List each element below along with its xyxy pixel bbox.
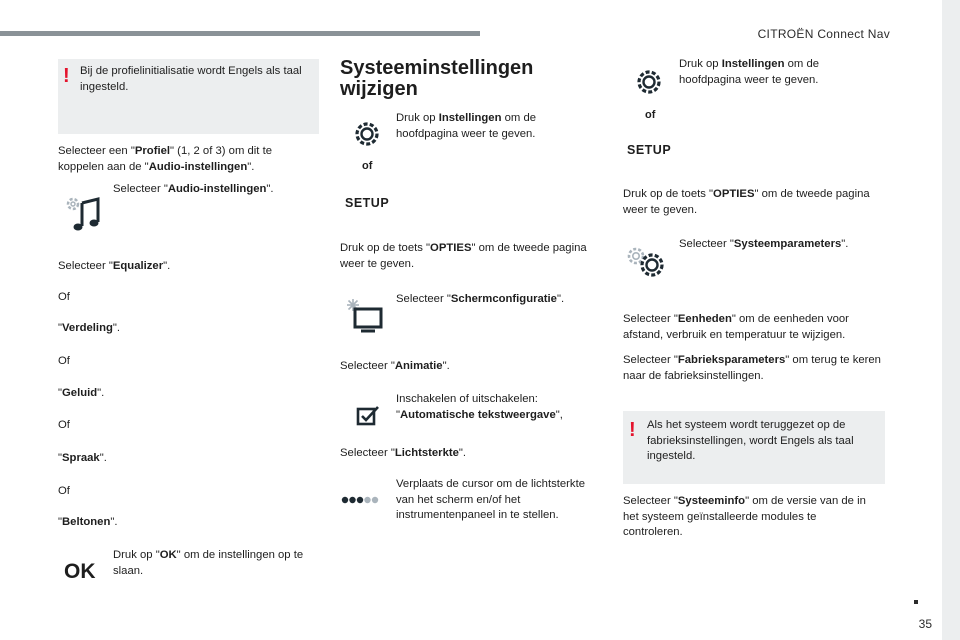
checkbox-icon bbox=[356, 404, 380, 426]
audio-settings-icon bbox=[62, 194, 102, 234]
select-systeemparameters: Selecteer "Systeemparameters". bbox=[679, 238, 849, 250]
warning-icon: ! bbox=[629, 419, 636, 441]
paragraph-profiel: Selecteer een "Profiel" (1, 2 of 3) om dit te koppelen aan de "Audio-instellingen". bbox=[58, 145, 272, 173]
or-label: of bbox=[362, 160, 373, 172]
press-settings: Druk op Instellingen om de hoofdpagina weer te geven. bbox=[679, 58, 820, 86]
system-parameters-icon bbox=[625, 245, 669, 281]
gear-icon bbox=[352, 119, 382, 149]
press-opties: Druk op de toets "OPTIES" om de tweede pagina weer te geven. bbox=[623, 188, 870, 216]
page-side-strip bbox=[942, 0, 960, 640]
note-text: Bij de profielinitialisatie wordt Engels als taal ingesteld. bbox=[80, 65, 302, 93]
option-beltonen: "Beltonen". bbox=[58, 516, 118, 528]
option-verdeling: "Verdeling". bbox=[58, 322, 121, 334]
toggle-auto-text: Inschakelen of uitschakelen: "Automatische tekstweergave", bbox=[396, 393, 563, 421]
option-spraak: "Spraak". bbox=[58, 452, 107, 464]
warning-icon: ! bbox=[63, 65, 70, 87]
select-systeeminfo: Selecteer "Systeeminfo" om de versie van de in het systeem geïnstalleerde modules te controleren. bbox=[623, 495, 866, 538]
press-opties: Druk op de toets "OPTIES" om de tweede pagina weer te geven. bbox=[340, 242, 587, 270]
screen-config-icon bbox=[343, 297, 385, 335]
option-geluid: "Geluid". bbox=[58, 387, 105, 399]
page-marker bbox=[914, 600, 918, 604]
cursor-instruction: Verplaats de cursor om de lichtsterkte van het scherm en/of het instrumentenpaneel in te stellen. bbox=[396, 478, 585, 521]
or-text: Of bbox=[58, 291, 70, 303]
press-settings: Druk op Instellingen om de hoofdpagina weer te geven. bbox=[396, 112, 537, 140]
header-bar bbox=[0, 31, 480, 36]
select-schermconfiguratie: Selecteer "Schermconfiguratie". bbox=[396, 293, 565, 305]
or-text: Of bbox=[58, 355, 70, 367]
or-label: of bbox=[645, 109, 656, 121]
ok-instruction: Druk op "OK" om de instellingen op te slaan. bbox=[113, 549, 304, 577]
select-lichtsterkte: Selecteer "Lichtsterkte". bbox=[340, 447, 467, 459]
setup-button-label: SETUP bbox=[345, 196, 390, 210]
select-fabrieksparameters: Selecteer "Fabrieksparameters" om terug te keren naar de fabrieksinstellingen. bbox=[623, 354, 881, 382]
setup-button-label: SETUP bbox=[627, 143, 672, 157]
or-text: Of bbox=[58, 485, 70, 497]
note-text: Als het systeem wordt teruggezet op de fabrieksinstellingen, wordt Engels als taal ingesteld. bbox=[647, 419, 854, 462]
header-title: CITROËN Connect Nav bbox=[757, 27, 890, 41]
brightness-dots-icon bbox=[341, 495, 379, 505]
select-animatie: Selecteer "Animatie". bbox=[340, 360, 450, 372]
page-number: 35 bbox=[918, 617, 932, 631]
select-equalizer: Selecteer "Equalizer". bbox=[58, 260, 171, 272]
or-text: Of bbox=[58, 419, 70, 431]
ok-button-icon: OK bbox=[64, 560, 96, 583]
select-eenheden: Selecteer "Eenheden" om de eenheden voor afstand, verbruik en temperatuur te wijzigen. bbox=[623, 313, 849, 341]
gear-icon bbox=[634, 67, 664, 97]
select-audio-settings: Selecteer "Audio-instellingen". bbox=[113, 183, 274, 195]
section-title: Systeeminstellingen wijzigen bbox=[340, 57, 534, 100]
